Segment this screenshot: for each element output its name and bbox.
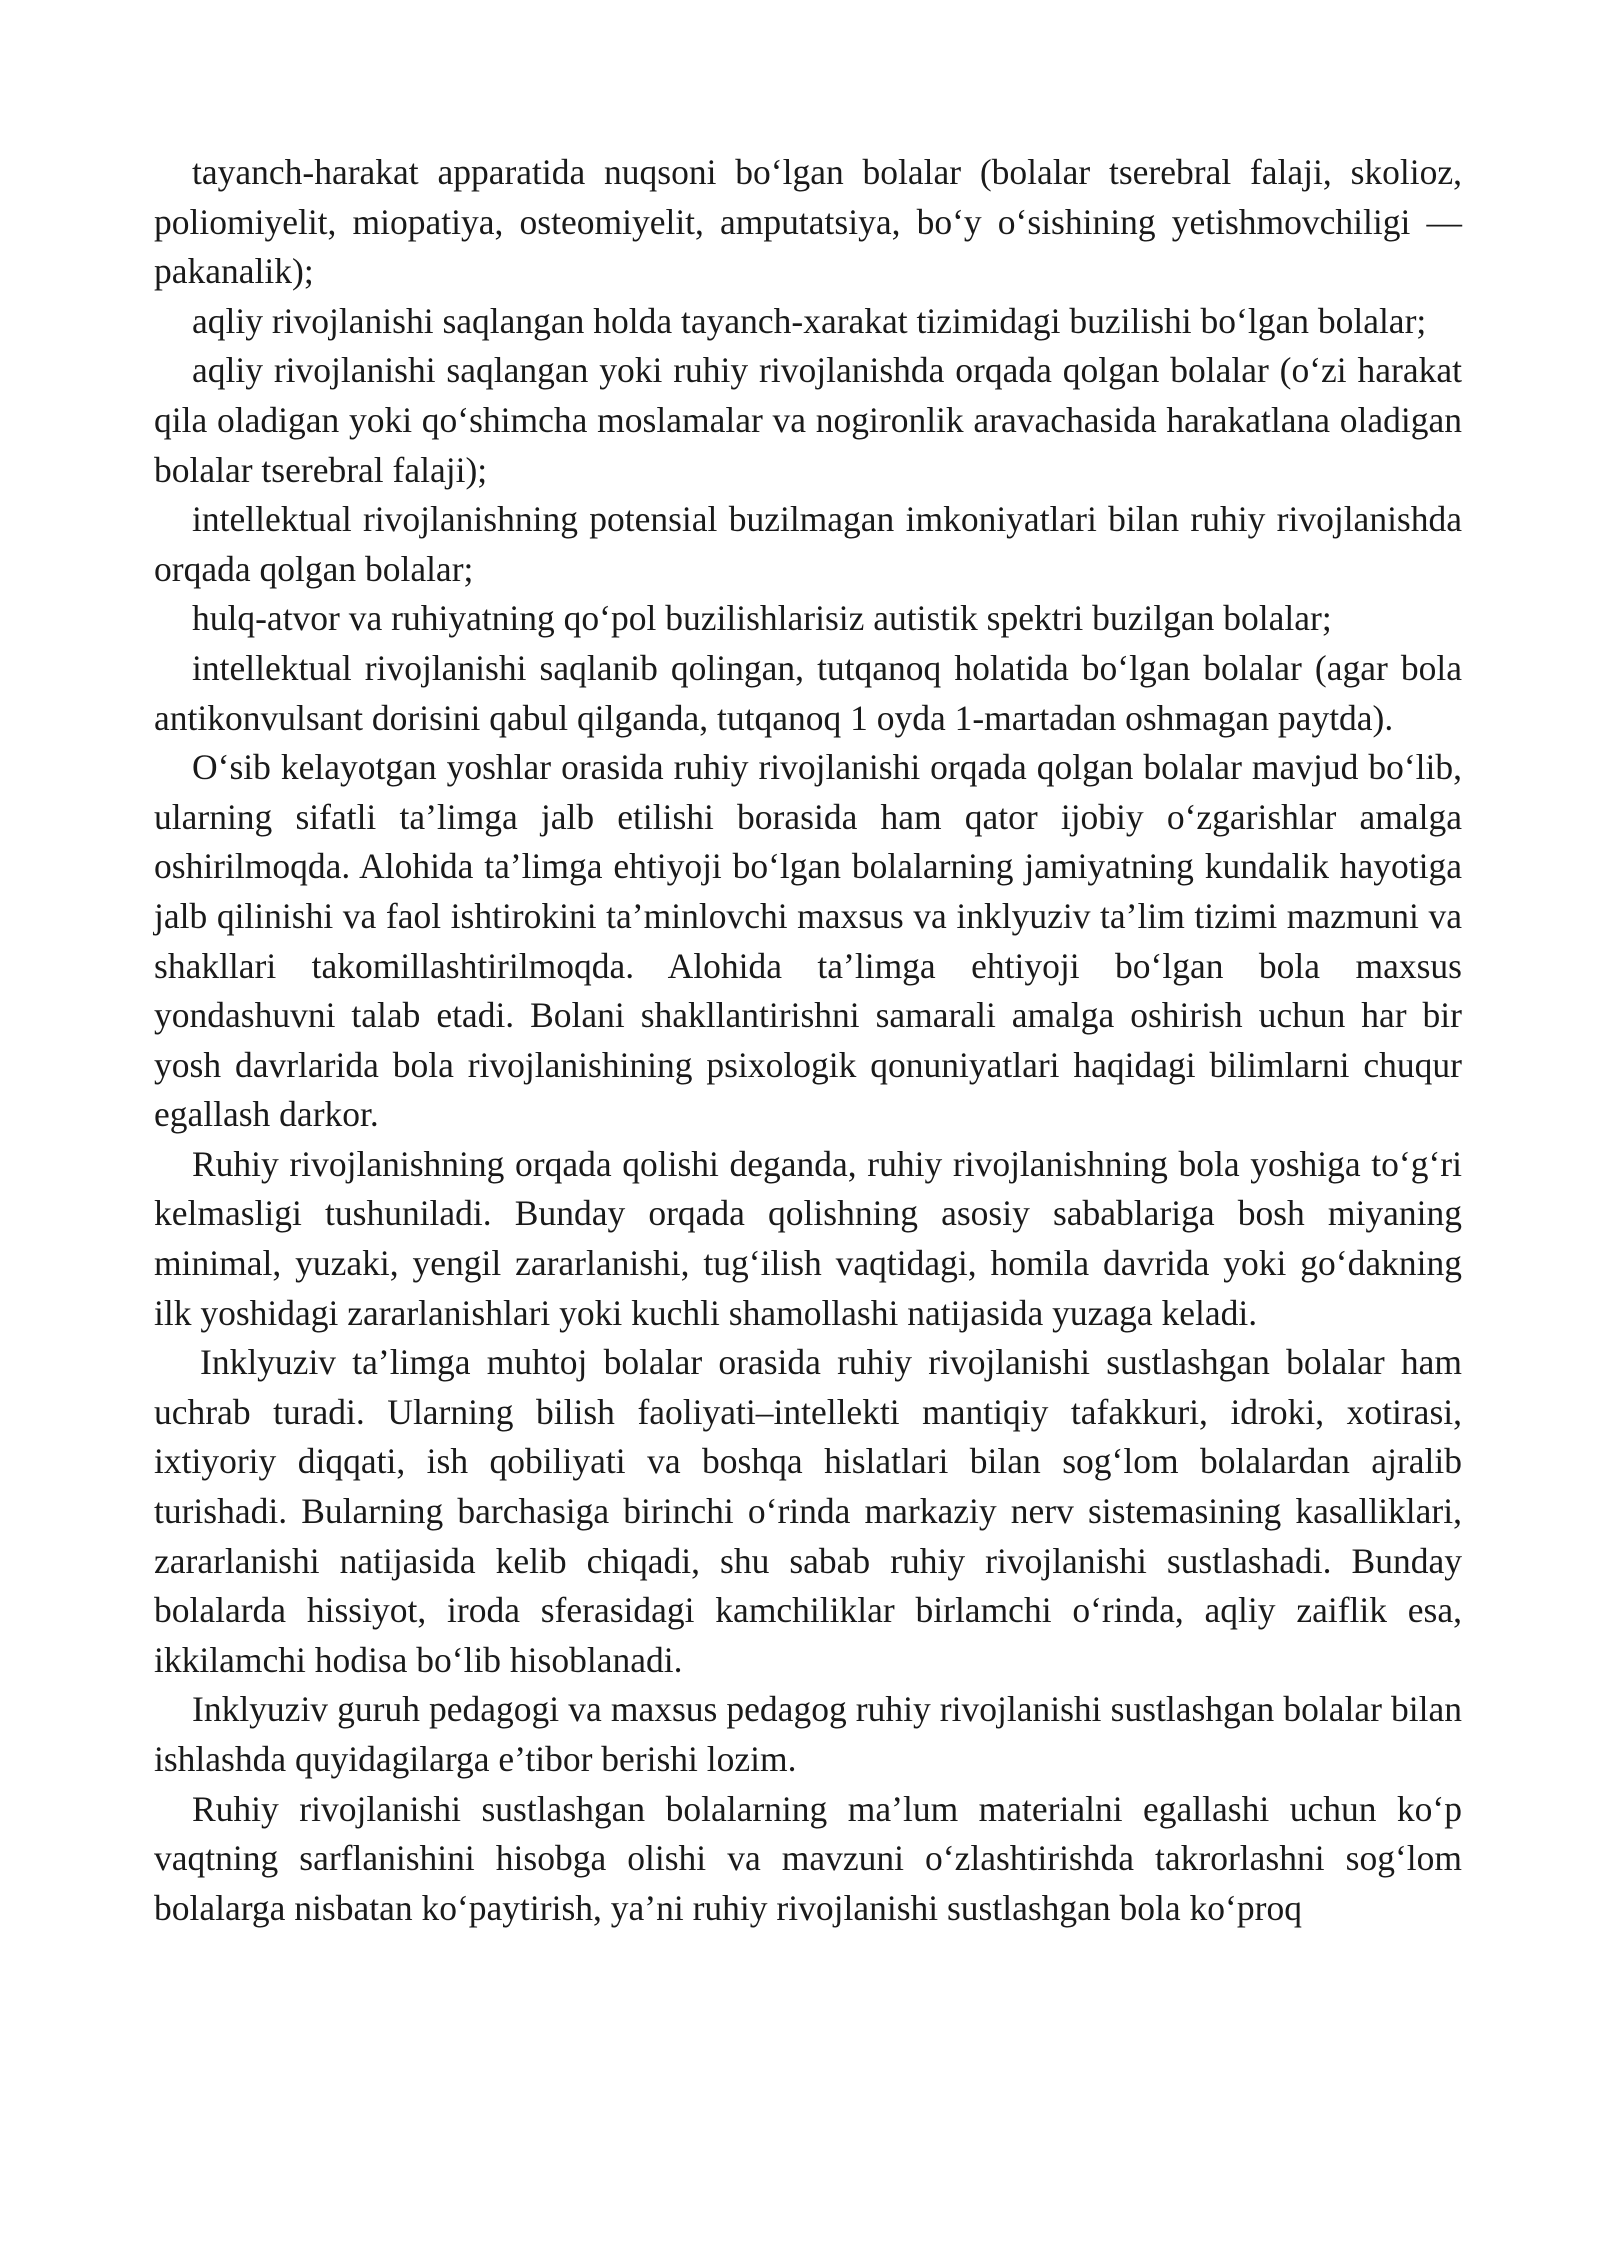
paragraph-body-3: Inklyuziv ta’limga muhtoj bolalar orasida ruhiy rivojlanishi sustlashgan bolalar ham uchrab turadi. Ularning bilish faoliyati–intellekti mantiqiy tafakkuri, idroki, xotirasi, ixtiyoriy diqqati, ish qobiliyati va boshqa hislatlari bilan sog‘lom bolalardan ajralib turishadi. Bularning barchasiga birinchi o‘rinda markaziy nerv sistemasining kasalliklari, zararlanishi natijasida kelib chiqadi, shu sabab ruhiy rivojlanishi sustlashadi. Bunday bolalarda hissiyot, iroda sferasidagi kamchiliklar birlamchi o‘rinda, aqliy zaiflik esa, ikkilamchi hodisa bo‘lib hisoblanadi. (154, 1342, 1462, 1680)
paragraph-body-2: Ruhiy rivojlanishning orqada qolishi deganda, ruhiy rivojlanishning bola yoshiga to‘g‘ri kelmasligi tushuniladi. Bunday orqada qolishning asosiy sabablariga bosh miyaning minimal, yuzaki, yengil zararlanishi, tug‘ilish vaqtidagi, homila davrida yoki go‘dakning ilk yoshidagi zararlanishlari yoki kuchli shamollashi natijasida yuzaga keladi. (154, 1143, 1462, 1333)
paragraph-list-item-1: tayanch-harakat apparatida nuqsoni bo‘lgan bolalar (bolalar tserebral falaji, skolioz, poliomiyelit, miopatiya, osteomiyelit, amputatsiya, bo‘y o‘sishining yetishmovchiligi — pakanalik); (154, 152, 1462, 292)
paragraph-list-item-5: hulq-atvor va ruhiyatning qo‘pol buzilishlarisiz autistik spektri buzilgan bolalar; (192, 598, 1332, 639)
paragraph-body-1: O‘sib kelayotgan yoshlar orasida ruhiy rivojlanishi orqada qolgan bolalar mavjud bo‘lib, ularning sifatli ta’limga jalb etilishi borasida ham qator ijobiy o‘zgarishlar amalga oshirilmoqda. Alohida ta’limga ehtiyoji bo‘lgan bolalarning jamiyatning kundalik hayotiga jalb qilinishi va faol ishtirokini ta’minlovchi maxsus va inklyuziv ta’lim tizimi mazmuni va shakllari takomillashtirilmoqda. Alohida ta’limga ehtiyoji bo‘lgan bola maxsus yondashuvni talab etadi. Bolani shakllantirishni samarali amalga oshirish uchun har bir yosh davrlarida bola rivojlanishining psixologik qonuniyatlari haqidagi bilimlarni chuqur egallash darkor. (154, 747, 1462, 1135)
document-page (154, 148, 1462, 1933)
paragraph-list-item-4: intellektual rivojlanishning potensial buzilmagan imkoniyatlari bilan ruhiy rivojlanishda orqada qolgan bolalar; (154, 499, 1462, 589)
paragraph-body-5: Ruhiy rivojlanishi sustlashgan bolalarning ma’lum materialni egallashi uchun ko‘p vaqtning sarflanishini hisobga olishi va mavzuni o‘zlashtirishda takrorlashni sog‘lom bolalarga nisbatan ko‘paytirish, ya’ni ruhiy rivojlanishi sustlashgan bola ko‘proq (154, 1788, 1462, 1928)
paragraph-list-item-6: intellektual rivojlanishi saqlanib qolingan, tutqanoq holatida bo‘lgan bolalar (agar bola antikonvulsant dorisini qabul qilganda, tutqanoq 1 oyda 1-martadan oshmagan paytda). (154, 647, 1462, 738)
paragraph-list-item-2: aqliy rivojlanishi saqlangan holda tayanch-xarakat tizimidagi buzilishi bo‘lgan bolalar; (192, 300, 1427, 341)
paragraph-list-item-3: aqliy rivojlanishi saqlangan yoki ruhiy rivojlanishda orqada qolgan bolalar (o‘zi harakat qila oladigan yoki qo‘shimcha moslamalar va nogironlik aravachasida harakatlana oladigan bolalar tserebral falaji); (154, 350, 1462, 490)
paragraph-body-4: Inklyuziv guruh pedagogi va maxsus pedagog ruhiy rivojlanishi sustlashgan bolalar bilan ishlashda quyidagilarga e’tibor berishi lozim. (154, 1689, 1462, 1779)
